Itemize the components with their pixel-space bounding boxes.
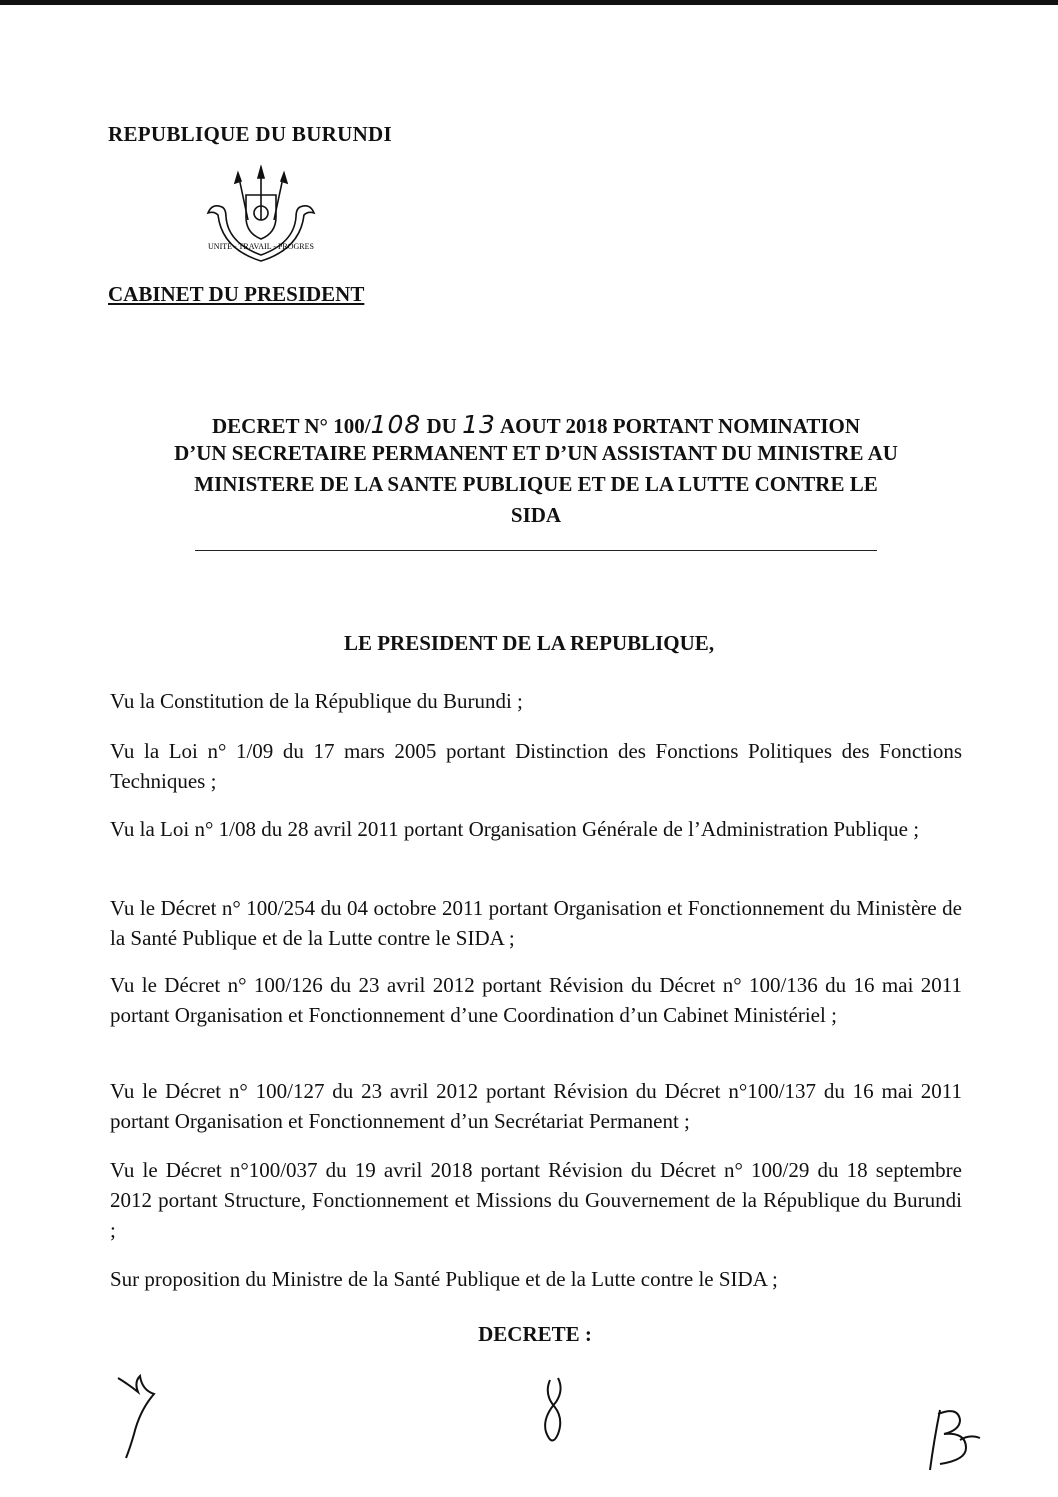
handwritten-initial-icon: [530, 1372, 600, 1462]
office-heading: CABINET DU PRESIDENT: [108, 282, 365, 306]
country-heading: REPUBLIQUE DU BURUNDI: [108, 122, 392, 146]
decree-du: DU: [421, 414, 463, 438]
title-divider: [195, 550, 877, 551]
handwritten-initial-icon: [110, 1372, 180, 1462]
decree-number-prefix: DECRET N° 100/: [212, 414, 371, 438]
decree-title-rest: AOUT 2018 PORTANT NOMINATION: [495, 414, 860, 438]
visa-paragraph: Vu la Loi n° 1/09 du 17 mars 2005 portant Distinction des Fonctions Politiques des Fonctions Techniques ;: [110, 739, 962, 793]
decree-title-line-3: MINISTERE DE LA SANTE PUBLIQUE ET DE LA LUTTE CONTRE LE: [194, 472, 878, 496]
handwritten-decree-day: 13: [462, 410, 496, 439]
visa-paragraph: Vu le Décret n° 100/127 du 23 avril 2012 portant Révision du Décret n°100/137 du 16 mai 2011 portant Organisation et Fonctionnement d’un Secrétariat Permanent ;: [110, 1079, 962, 1133]
visa-paragraph: Vu la Constitution de la République du Burundi ;: [110, 689, 523, 713]
visa-paragraph: Vu le Décret n° 100/254 du 04 octobre 2011 portant Organisation et Fonctionnement du Ministère de la Santé Publique et de la Lutte contre le SIDA ;: [110, 896, 962, 950]
handwritten-initial-icon: [920, 1400, 990, 1490]
decree-title-line-2: D’UN SECRETAIRE PERMANENT ET D’UN ASSISTANT DU MINISTRE AU: [174, 441, 898, 465]
burundi-coat-of-arms-icon: [196, 165, 326, 275]
visa-paragraph: Vu le Décret n°100/037 du 19 avril 2018 portant Révision du Décret n° 100/29 du 18 septembre 2012 portant Structure, Fonctionnement et Missions du Gouvernement de la République du Burundi ;: [110, 1158, 962, 1242]
president-heading: LE PRESIDENT DE LA REPUBLIQUE,: [343, 631, 715, 655]
seal-motto: UNITE - TRAVAIL - PROGRES: [208, 242, 314, 251]
decrete-heading: DECRETE :: [478, 1322, 592, 1346]
visa-paragraph: Vu le Décret n° 100/126 du 23 avril 2012 portant Révision du Décret n° 100/136 du 16 mai 2011 portant Organisation et Fonctionnement d’une Coordination d’un Cabinet Ministériel ;: [110, 973, 962, 1027]
visa-paragraph: Vu la Loi n° 1/08 du 28 avril 2011 portant Organisation Générale de l’Administration Publique ;: [110, 817, 920, 841]
decree-title-line-4: SIDA: [510, 503, 562, 527]
scan-top-edge: [0, 0, 1058, 5]
decree-title-line-1: [110, 412, 962, 437]
handwritten-decree-number: 108: [370, 410, 422, 439]
proposal-paragraph: Sur proposition du Ministre de la Santé Publique et de la Lutte contre le SIDA ;: [110, 1267, 778, 1291]
